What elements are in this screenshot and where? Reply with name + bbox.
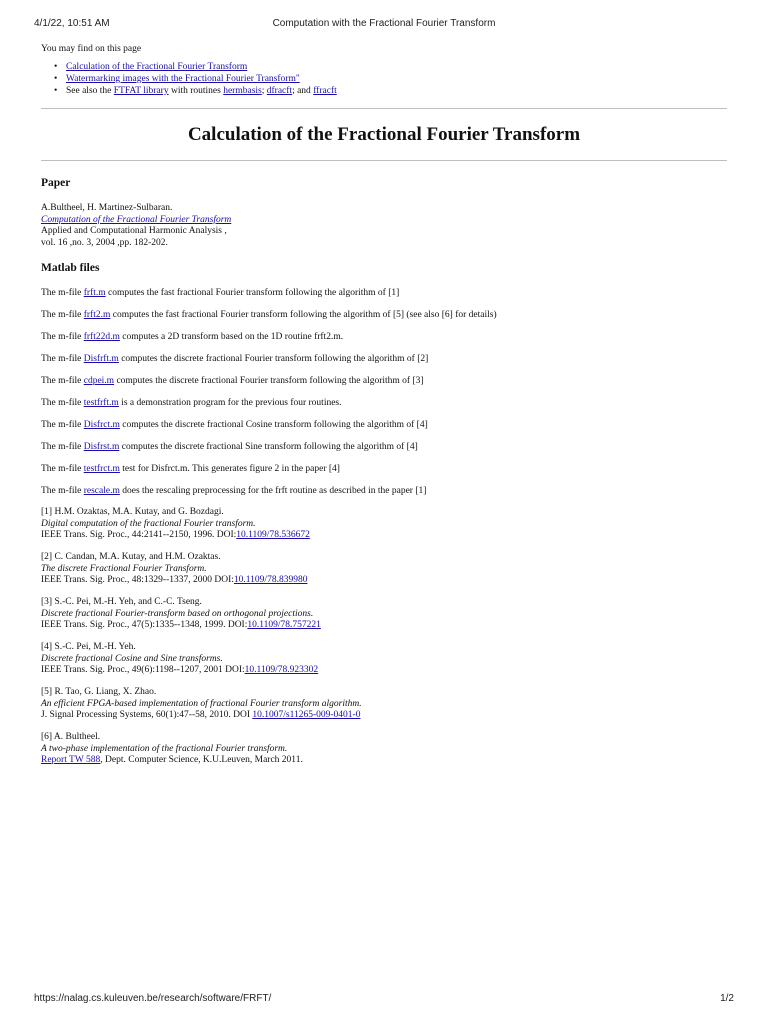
hermbasis-link[interactable]: hermbasis: [223, 86, 262, 96]
matlab-item-prefix: The m-file: [41, 354, 84, 364]
separator-text: ; and: [292, 86, 314, 96]
file-link-disfrct[interactable]: Disfrct.m: [83, 420, 120, 430]
matlab-item-prefix: The m-file: [41, 376, 84, 386]
intro-text: You may find on this page: [41, 44, 142, 54]
toc-link-watermarking[interactable]: Watermarking images with the Fractional Fourier Transform": [66, 74, 300, 84]
matlab-item: [41, 485, 426, 497]
file-link-frft2[interactable]: frft2.m: [83, 310, 111, 320]
matlab-item: [41, 353, 428, 365]
matlab-item: [41, 287, 399, 299]
matlab-item-prefix: The m-file: [41, 332, 84, 342]
paper-authors: A.Bultheel, H. Martinez-Sulbaran.: [41, 203, 173, 213]
toc-list: [50, 61, 337, 97]
matlab-item: [41, 441, 418, 453]
matlab-item-prefix: The m-file: [41, 288, 84, 298]
see-also-text: See also the: [66, 86, 114, 96]
matlab-item-prefix: The m-file: [41, 442, 84, 452]
print-timestamp: 4/1/22, 10:51 AM: [34, 18, 110, 29]
toc-item: [50, 61, 337, 73]
file-link-testfrft[interactable]: testfrft.m: [83, 398, 119, 408]
reference-authors: [2] C. Candan, M.A. Kutay, and H.M. Ozaktas.: [41, 552, 221, 562]
matlab-item-description: computes the fast fractional Fourier transform following the algorithm of [1]: [105, 288, 400, 298]
separator-text: ;: [261, 86, 267, 96]
doi-link[interactable]: 10.1109/78.839980: [233, 575, 308, 585]
matlab-item-description: computes the discrete fractional Sine transform following the algorithm of [4]: [119, 442, 418, 452]
matlab-item-prefix: The m-file: [41, 464, 84, 474]
file-link-disfrft[interactable]: Disfrft.m: [83, 354, 119, 364]
doi-link[interactable]: 10.1109/78.757221: [247, 620, 321, 630]
reference-title: An efficient FPGA-based implementation of fractional Fourier transform algorithm.: [41, 698, 362, 709]
reference-item: [41, 687, 362, 722]
reference-item: [41, 552, 307, 587]
reference-source: IEEE Trans. Sig. Proc., 47(5):1335--1348, 1999. DOI:: [41, 620, 248, 630]
paper-citation: [41, 203, 231, 249]
divider: [41, 160, 727, 161]
file-link-frft22d[interactable]: frft22d.m: [83, 332, 120, 342]
reference-item: [41, 507, 310, 542]
reference-authors: [1] H.M. Ozaktas, M.A. Kutay, and G. Bozdagi.: [41, 507, 224, 517]
doi-link[interactable]: 10.1007/s11265-009-0401-0: [252, 710, 361, 720]
file-link-disfrst[interactable]: Disfrst.m: [83, 442, 120, 452]
ftfat-library-link[interactable]: FTFAT library: [113, 86, 169, 96]
reference-title: Discrete fractional Cosine and Sine transforms.: [41, 653, 223, 664]
matlab-item: [41, 375, 424, 387]
toc-link-calculation[interactable]: Calculation of the Fractional Fourier Transform: [66, 62, 248, 72]
reference-authors: [5] R. Tao, G. Liang, X. Zhao.: [41, 687, 157, 697]
reference-source: IEEE Trans. Sig. Proc., 48:1329--1337, 2000 DOI:: [41, 575, 234, 585]
matlab-item-description: computes a 2D transform based on the 1D routine frft2.m.: [119, 332, 344, 342]
reference-source: , Dept. Computer Science, K.U.Leuven, March 2011.: [100, 755, 303, 765]
dfracft-link[interactable]: dfracft: [266, 86, 293, 96]
file-link-frft[interactable]: frft.m: [83, 288, 106, 298]
reference-authors: [4] S.-C. Pei, M.-H. Yeh.: [41, 642, 136, 652]
paper-volume: vol. 16 ,no. 3, 2004 ,pp. 182-202.: [41, 237, 168, 248]
matlab-item-prefix: The m-file: [41, 486, 84, 496]
report-link[interactable]: Report TW 588: [41, 755, 101, 765]
matlab-item-description: computes the discrete fractional Cosine transform following the algorithm of [4]: [119, 420, 428, 430]
reference-title: Discrete fractional Fourier-transform based on orthogonal projections.: [41, 608, 314, 619]
file-link-testfrct[interactable]: testfrct.m: [83, 464, 120, 474]
matlab-item-prefix: The m-file: [41, 420, 84, 430]
reference-title: The discrete Fractional Fourier Transform.: [41, 563, 207, 574]
reference-item: [41, 597, 321, 632]
reference-source: J. Signal Processing Systems, 60(1):47--58, 2010. DOI: [41, 710, 253, 720]
page-title: Calculation of the Fractional Fourier Transform: [187, 124, 581, 145]
matlab-item-description: computes the discrete fractional Fourier transform following the algorithm of [3]: [114, 376, 424, 386]
reference-title: A two-phase implementation of the fractional Fourier transform.: [41, 743, 288, 754]
matlab-item-description: does the rescaling preprocessing for the frft routine as described in the paper [1]: [119, 486, 427, 496]
matlab-heading: Matlab files: [41, 262, 100, 274]
divider: [41, 108, 727, 109]
doi-link[interactable]: 10.1109/78.923302: [244, 665, 319, 675]
reference-item: [41, 732, 303, 767]
matlab-item: [41, 331, 343, 343]
file-link-cdpei[interactable]: cdpei.m: [83, 376, 115, 386]
matlab-item-description: test for Disfrct.m. This generates figure 2 in the paper [4]: [119, 464, 340, 474]
matlab-item-prefix: The m-file: [41, 398, 84, 408]
matlab-item-description: computes the discrete fractional Fourier transform following the algorithm of [2]: [118, 354, 429, 364]
print-page-number: 1/2: [720, 993, 734, 1004]
file-link-rescale[interactable]: rescale.m: [83, 486, 120, 496]
matlab-item: [41, 463, 340, 475]
ffracft-link[interactable]: ffracft: [313, 86, 337, 96]
matlab-item-prefix: The m-file: [41, 310, 84, 320]
matlab-item-description: computes the fast fractional Fourier transform following the algorithm of [5] (see also [6] for details): [110, 310, 497, 320]
paper-title-link[interactable]: Computation of the Fractional Fourier Transform: [41, 214, 232, 225]
print-url: https://nalag.cs.kuleuven.be/research/software/FRFT/: [34, 993, 272, 1004]
reference-item: [41, 642, 318, 677]
reference-source: IEEE Trans. Sig. Proc., 44:2141--2150, 1996. DOI:: [41, 530, 237, 540]
toc-item-see-also: [50, 85, 337, 97]
with-routines-text: with routines: [168, 86, 224, 96]
paper-journal: Applied and Computational Harmonic Analysis ,: [41, 226, 227, 236]
matlab-item: [41, 419, 428, 431]
reference-source: IEEE Trans. Sig. Proc., 49(6):1198--1207, 2001 DOI:: [41, 665, 245, 675]
toc-item: [50, 73, 337, 85]
reference-authors: [3] S.-C. Pei, M.-H. Yeh, and C.-C. Tseng.: [41, 597, 202, 607]
reference-title: Digital computation of the fractional Fourier transform.: [41, 518, 256, 529]
reference-authors: [6] A. Bultheel.: [41, 732, 101, 742]
matlab-item-description: is a demonstration program for the previous four routines.: [118, 398, 342, 408]
matlab-item: [41, 309, 497, 321]
doi-link[interactable]: 10.1109/78.536672: [236, 530, 310, 540]
print-page-title: Computation with the Fractional Fourier Transform: [272, 18, 496, 29]
matlab-item: [41, 397, 342, 409]
paper-heading: Paper: [41, 177, 71, 189]
